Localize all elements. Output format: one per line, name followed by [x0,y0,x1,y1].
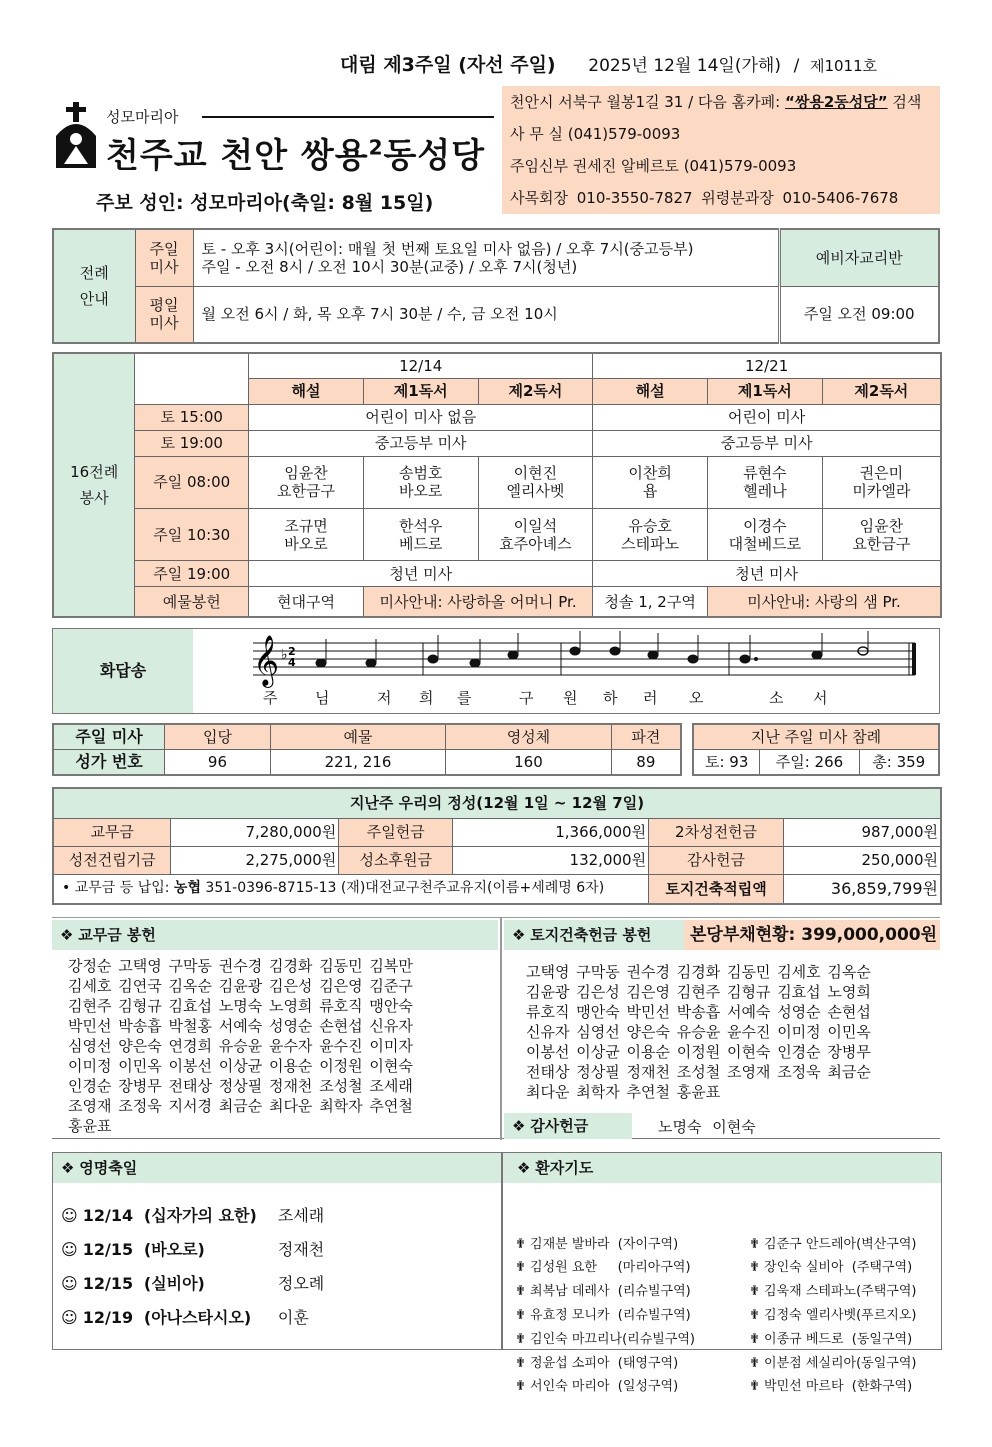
patients-header: ❖ 환자기도 [503,1153,941,1183]
cell: 중고등부 미사 [249,430,593,456]
dues-header: ❖ 교무금 봉헌 [52,920,498,950]
logo-line [202,116,494,118]
patron-saint: 주보 성인: 성모마리아(축일: 8월 15일) [96,192,434,214]
svg-text:4: 4 [288,656,296,669]
cell: 청년 미사 [249,561,593,587]
cell: 청솔 1, 2구역 [593,587,708,617]
parish-logo-block [52,88,500,213]
cell: 조규면 바오로 [249,509,364,561]
bulletin-date: 2025년 12월 14일(가해) [588,56,781,76]
col-head: 제1독서 [363,378,478,404]
church-logo-icon [52,102,100,168]
psalm-block [52,628,940,714]
offering-value: 1,366,000원 [453,818,649,846]
patients-right: ✟ 김준구 안드레아(벽산구역) ✟ 장인숙 실비아 (주택구역) ✟ 김욱재 스테파노(주택구역) ✟ 김정숙 엘리사벳(푸르지오) ✟ 이종규 베드로 (동일구역) ✟ 이분점 세실리아(동일구역) ✟ 박민선 마르타 (한화구역) [749,1236,917,1395]
cell: 미사안내: 사랑의 샘 Pr. [708,587,942,617]
hymn-col: 영성체 [446,724,611,750]
bank-account: • 교무금 등 납입: 농협 351-0396-8715-13 (재)대전교구천주교유지(이름+세례명 6자) [53,874,649,904]
cell: 이현진 엘리사벳 [478,456,593,508]
cell: 중고등부 미사 [593,430,941,456]
offering-label: 2차성전헌금 [649,818,784,846]
offering-value: 7,280,000원 [171,818,339,846]
hymn-val: 89 [611,750,681,776]
thanks-header: ❖ 감사헌금 [504,1113,632,1139]
land-fund-label: 토지건축적립액 [649,874,784,904]
logo-small-text: 성모마리아 [106,108,179,126]
offering-value: 987,000원 [784,818,941,846]
offering-table [52,787,942,905]
land-header: ❖ 토지건축헌금 봉헌 [504,920,684,950]
attendance-sat: 토: 93 [693,750,760,776]
offering-label: 교무금 [53,818,171,846]
bottom-section [52,1152,942,1395]
diamond-icon: ❖ [61,1159,75,1177]
hymn-val: 160 [446,750,611,776]
psalm-label: 화답송 [53,629,193,713]
row-time: 주일 08:00 [135,456,249,508]
smile-icon: ☺ [61,1206,78,1225]
donations-section [52,917,940,1139]
office-phone: 사 무 실 (041)579-0093 [510,125,681,143]
sunday-mass-times: 토 - 오후 3시(어린이: 매월 첫 번째 토요일 미사 없음) / 오후 7시(중고등부) 주일 - 오전 8시 / 오전 10시 30분(교중) / 오후 7시(청년) [193,229,779,286]
feast-item: ☺ 12/15 (실비아) 정오례 [61,1274,325,1293]
cell: 송범호 바오로 [363,456,478,508]
col-head: 해설 [593,378,708,404]
hymn-label: 주일 미사 [53,724,165,750]
smile-icon: ☺ [61,1240,78,1259]
attendance-total: 총: 359 [859,750,939,776]
issue-number: 제1011호 [809,57,878,75]
col-head: 제2독서 [478,378,593,404]
offering-label: 감사헌금 [649,846,784,874]
attendance-title: 지난 주일 미사 참례 [693,724,939,750]
svg-text:2: 2 [288,645,296,658]
row-time: 토 19:00 [135,430,249,456]
diamond-icon: ❖ [517,1159,531,1177]
col-head: 해설 [249,378,364,404]
weekday-mass-times: 월 오전 6시 / 화, 목 오후 7시 30분 / 수, 금 오전 10시 [193,286,779,343]
cell: 청년 미사 [593,561,941,587]
offering-value: 2,275,000원 [171,846,339,874]
row-time: 주일 10:30 [135,509,249,561]
feast-item: ☺ 12/19 (아나스타시오) 이훈 [61,1308,309,1327]
cell: 권은미 미카엘라 [822,456,941,508]
svg-text:𝄞: 𝄞 [253,635,280,686]
diamond-icon: ❖ [60,926,74,944]
service-label: 16전례 봉사 [53,353,135,617]
row-offer: 예물봉헌 [135,587,249,617]
hymn-val: 96 [165,750,271,776]
thanks-names: 노명숙 이현숙 [658,1118,756,1136]
address: 천안시 서북구 월봉1길 31 / 다음 홈카페: “쌍용2동성당” 검색 [510,93,922,111]
smile-icon: ☺ [61,1274,78,1293]
liturgy-table [52,228,940,344]
cell: 이경수 대철베드로 [708,509,823,561]
divider [501,1153,503,1349]
catechumen-time: 주일 오전 09:00 [779,286,939,343]
cell: 어린이 미사 없음 [249,404,593,430]
liturgy-label: 전례 안내 [53,229,135,343]
psalm-lyrics: 주 님 저 희 를 구 원 하 러 오 소 서 [263,689,828,707]
bulletin-header [340,50,877,77]
row-time: 주일 19:00 [135,561,249,587]
blank-cell [135,353,249,404]
feast-header: ❖ 영명축일 [53,1153,501,1183]
land-fund-value: 36,859,799원 [784,874,941,904]
divider [500,918,502,1140]
svg-text:♭: ♭ [281,647,288,663]
date-1: 12/14 [249,353,593,378]
land-names: 고택영 구막동 권수경 김경화 김동민 김세호 김옥순 김윤광 김은성 김은영 김현주 김형규 김효섭 노영희 류호직 맹안숙 박민선 박송흡 서예숙 성영순 손현섭 신유자 심영선 양은숙 유승윤 윤수진 이미정 이민옥 이봉선 이상균 이용순 이정원 이현숙 인경순 장병무 전태상 정상필 정재천 조성철 조영재 조정욱 최금순 최다운 최학자 추연철 홍윤표 [526,963,871,1101]
parish-debt: 본당부채현황: 399,000,000원 [684,920,940,950]
sunday-mass-label: 주일 미사 [135,229,193,286]
row-time: 토 15:00 [135,404,249,430]
cell: 현대구역 [249,587,364,617]
cell: 미사안내: 사랑하올 어머니 Pr. [363,587,592,617]
header-slash: / [793,56,800,76]
attendance-table [692,723,940,776]
patients-left: ✟ 김재분 발바라 (자이구역) ✟ 김성원 요한 (마리아구역) ✟ 최복남 데레사 (리슈빌구역) ✟ 유효정 모니카 (리슈빌구역) ✟ 김인숙 마끄리나(리슈빌구역) ✟ 정윤섭 소피아 (태영구역) ✟ 서인숙 마리아 (일성구역) [515,1236,696,1395]
feast-item: ☺ 12/15 (바오로) 정재천 [61,1240,325,1259]
cell: 임윤찬 요한금구 [249,456,364,508]
music-staff [193,629,939,689]
hymn-label: 성가 번호 [53,750,165,776]
feast-item: ☺ 12/14 (십자가의 요한) 조세래 [61,1206,325,1225]
hymn-col: 파견 [611,724,681,750]
hymn-val: 221, 216 [270,750,445,776]
cell: 이찬희 욥 [593,456,708,508]
hymn-col: 예물 [270,724,445,750]
diamond-icon: ❖ [512,1117,526,1135]
council-phone: 사목회장 010-3550-7827 위령분과장 010-5406-7678 [510,189,899,207]
cell: 임윤찬 요한금구 [822,509,941,561]
cell: 이일석 효주아녜스 [478,509,593,561]
feast-list [61,1203,324,1339]
parish-name: 천주교 천안 쌍용$^2$동성당 [106,135,486,176]
cell: 유승호 스테파노 [593,509,708,561]
cell: 류현수 헬레나 [708,456,823,508]
catechumen-label: 예비자교리반 [779,229,939,286]
priest-phone: 주임신부 권세진 알베르토 (041)579-0093 [510,157,797,175]
bulletin-title: 대림 제3주일 (자선 주일) [340,54,556,76]
offering-label: 성소후원금 [339,846,453,874]
hymn-table [52,723,682,776]
col-head: 제1독서 [708,378,823,404]
offering-value: 250,000원 [784,846,941,874]
service-table [52,352,942,618]
offering-label: 성전건립기금 [53,846,171,874]
cell: 한석우 베드로 [363,509,478,561]
offering-title: 지난주 우리의 정성(12월 1일 ~ 12월 7일) [53,788,941,818]
offering-label: 주일헌금 [339,818,453,846]
attendance-sun: 주일: 266 [760,750,859,776]
weekday-mass-label: 평일 미사 [135,286,193,343]
col-head: 제2독서 [822,378,941,404]
smile-icon: ☺ [61,1308,78,1327]
hymn-col: 입당 [165,724,271,750]
diamond-icon: ❖ [512,926,526,944]
date-2: 12/21 [593,353,941,378]
cell: 어린이 미사 [593,404,941,430]
parish-info [502,86,940,214]
offering-value: 132,000원 [453,846,649,874]
dues-names: 강정순 고택영 구막동 권수경 김경화 김동민 김복만 김세호 김연국 김옥순 김윤광 김은성 김은영 김준구 김현주 김형규 김효섭 노명숙 노영희 류호직 맹안숙 박민선 박송흡 박철홍 서예숙 성영순 손현섭 신유자 심영선 양은숙 연경희 유승윤 윤수자 윤수진 이미자 이미정 이민옥 이봉선 이상균 이용순 이정원 이현숙 인경순 장병무 전태상 정상필 정재천 조성철 조세래 조영재 조정욱 지서경 최금순 최다운 최학자 추연철 홍윤표 [68,957,413,1135]
